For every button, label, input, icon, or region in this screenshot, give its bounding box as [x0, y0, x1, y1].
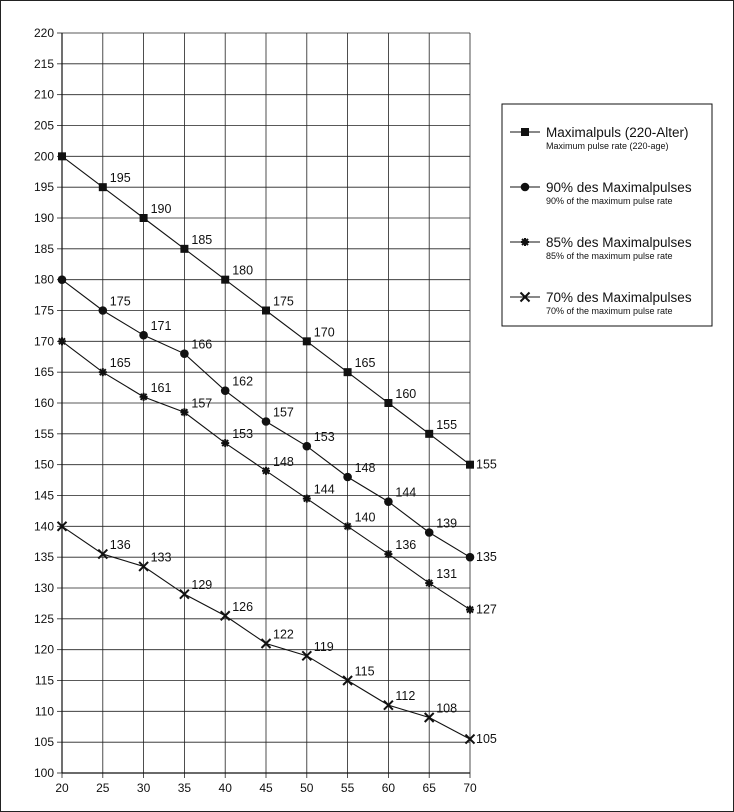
legend-marker — [521, 128, 529, 136]
data-label: 190 — [150, 202, 172, 216]
legend-marker — [521, 238, 529, 246]
data-point — [344, 368, 352, 376]
x-tick-label: 20 — [55, 781, 69, 795]
data-point — [221, 386, 230, 395]
data-label: 133 — [150, 550, 172, 565]
data-label: 160 — [395, 387, 417, 401]
y-tick-label: 150 — [33, 457, 54, 472]
data-label: 105 — [476, 732, 497, 747]
y-tick-label: 170 — [33, 334, 54, 349]
data-label: 136 — [109, 538, 131, 553]
y-tick-label: 175 — [33, 303, 54, 318]
data-label: 185 — [191, 232, 213, 247]
data-label: 115 — [354, 664, 375, 679]
data-label: 195 — [109, 171, 131, 186]
data-point — [99, 368, 107, 376]
y-tick-label: 155 — [33, 426, 54, 441]
data-point — [466, 553, 475, 562]
y-tick-label: 140 — [33, 519, 54, 534]
data-label: 129 — [191, 578, 213, 593]
x-tick-label: 60 — [381, 781, 396, 795]
legend-sublabel: 70% of the maximum pulse rate — [546, 306, 673, 316]
y-tick-label: 215 — [33, 56, 54, 71]
data-label: 135 — [476, 550, 497, 565]
y-tick-label: 185 — [33, 241, 54, 256]
data-point — [384, 497, 393, 506]
data-point — [99, 306, 108, 315]
data-point — [303, 337, 311, 345]
data-label: 157 — [191, 396, 213, 411]
data-point — [139, 331, 148, 340]
data-point — [180, 408, 188, 416]
legend-sublabel: 85% of the maximum pulse rate — [546, 251, 673, 261]
data-label: 131 — [436, 567, 458, 582]
data-label: 180 — [232, 263, 254, 278]
data-point — [140, 214, 148, 222]
data-label: 139 — [436, 516, 458, 531]
legend-marker — [521, 183, 530, 192]
x-tick-label: 50 — [300, 781, 314, 795]
y-tick-label: 105 — [33, 735, 54, 750]
y-tick-label: 165 — [33, 365, 54, 380]
x-tick-label: 45 — [259, 781, 273, 795]
data-point — [425, 528, 434, 537]
x-tick-label: 25 — [96, 781, 110, 795]
legend-label: 90% des Maximalpulses — [546, 180, 692, 195]
x-tick-label: 70 — [463, 781, 477, 795]
data-label: 148 — [273, 454, 294, 469]
data-point — [466, 461, 474, 469]
data-point — [466, 606, 474, 614]
data-label: 175 — [109, 294, 131, 309]
data-label: 122 — [273, 627, 294, 642]
y-tick-label: 220 — [33, 26, 54, 40]
data-label: 165 — [109, 356, 131, 371]
data-point — [58, 337, 66, 345]
legend-sublabel: Maximum pulse rate (220-age) — [546, 141, 669, 151]
data-point — [343, 473, 352, 482]
data-label: 148 — [354, 461, 376, 475]
data-label: 171 — [150, 319, 172, 334]
y-tick-label: 120 — [33, 642, 54, 657]
data-label: 119 — [313, 639, 334, 654]
data-point — [58, 152, 66, 160]
y-tick-label: 135 — [33, 550, 54, 565]
data-label: 161 — [150, 380, 172, 395]
data-point — [262, 307, 270, 315]
data-point — [221, 439, 229, 447]
data-label: 108 — [436, 701, 458, 716]
data-point — [140, 393, 148, 401]
data-point — [425, 430, 433, 438]
y-tick-label: 200 — [33, 149, 54, 164]
data-label: 136 — [395, 538, 417, 553]
data-label: 162 — [232, 374, 254, 389]
y-tick-label: 190 — [33, 211, 54, 225]
data-point — [262, 417, 271, 426]
data-point — [180, 349, 189, 358]
legend-label: 70% des Maximalpulses — [546, 290, 692, 305]
y-tick-label: 195 — [33, 180, 54, 195]
data-point — [221, 276, 229, 284]
x-tick-label: 65 — [422, 781, 436, 795]
data-point — [303, 495, 311, 503]
data-label: 155 — [476, 457, 497, 472]
data-label: 165 — [354, 356, 376, 371]
data-point — [180, 245, 188, 253]
y-tick-label: 145 — [33, 488, 54, 503]
y-tick-label: 115 — [34, 673, 54, 688]
data-label: 144 — [313, 482, 335, 497]
data-label: 157 — [273, 405, 294, 420]
x-tick-label: 40 — [218, 781, 232, 795]
data-point — [303, 442, 312, 451]
data-label: 140 — [354, 510, 376, 525]
y-tick-label: 100 — [33, 766, 54, 780]
y-tick-label: 125 — [33, 611, 54, 626]
data-label: 166 — [191, 337, 213, 352]
data-label: 127 — [476, 602, 497, 617]
legend-label: Maximalpuls (220-Alter) — [546, 125, 689, 140]
data-point — [344, 522, 352, 530]
data-label: 112 — [395, 689, 416, 704]
y-tick-label: 110 — [34, 704, 54, 719]
data-point — [384, 550, 392, 558]
legend-sublabel: 90% of the maximum pulse rate — [546, 196, 673, 206]
y-tick-label: 180 — [33, 272, 54, 287]
x-tick-label: 35 — [177, 781, 192, 795]
x-tick-label: 30 — [136, 781, 151, 795]
data-point — [384, 399, 392, 407]
data-label: 170 — [313, 325, 335, 340]
data-label: 175 — [273, 294, 294, 309]
data-label: 155 — [436, 417, 458, 432]
y-tick-label: 160 — [33, 396, 54, 410]
data-point — [262, 467, 270, 475]
y-tick-label: 205 — [33, 118, 54, 133]
data-label: 153 — [232, 427, 254, 442]
data-point — [99, 183, 107, 191]
data-label: 144 — [395, 485, 417, 500]
data-label: 126 — [232, 599, 254, 614]
legend-label: 85% des Maximalpulses — [546, 235, 692, 250]
data-label: 153 — [313, 430, 335, 445]
data-point — [58, 275, 67, 284]
y-tick-label: 210 — [33, 87, 54, 102]
y-tick-label: 130 — [33, 581, 54, 595]
data-point — [425, 579, 433, 587]
x-tick-label: 55 — [340, 781, 355, 795]
